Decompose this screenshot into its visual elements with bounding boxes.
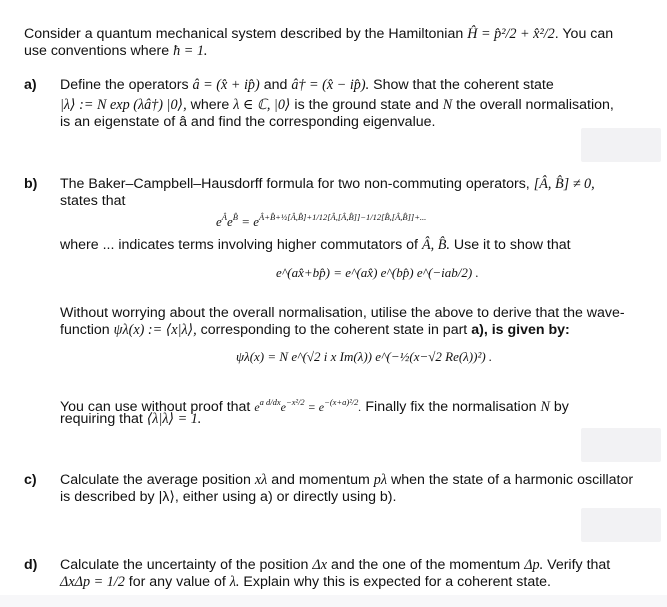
answer-box-b: [581, 428, 661, 462]
uncertainty-relation: ΔxΔp = 1/2: [60, 574, 125, 590]
answer-box-c: [581, 508, 661, 542]
answer-box-a: [581, 128, 661, 162]
hint-identity: $e^{a d/dx}e^{-x^2/2} = e^{-(x+a)^2/2}$.: [254, 397, 362, 414]
part-b-label: b): [24, 176, 38, 192]
normalisation-symbol: N: [442, 97, 453, 113]
part-a-label: a): [24, 77, 37, 93]
part-a-line-2: |λ⟩ := N exp (λâ†) |0⟩, where λ ∈ ℂ, |0⟩ is the ground state and N the overall normalisation,: [60, 97, 614, 113]
normalisation-condition: ⟨λ|λ⟩ = 1.: [146, 411, 202, 427]
bch-formula: $e^Âe^{B̂} = e^{Â+B̂+\frac{1}{2}[Â,B̂]+1/12[Â,[Â,B̂]]-1/12[B̂,[Â,B̂]]+...}$: [216, 212, 427, 229]
operators-ab: Â, B̂.: [421, 237, 450, 253]
lambda-condition: λ ∈ ℂ, |0⟩: [233, 97, 291, 113]
hbar-convention: ħ = 1.: [173, 43, 208, 59]
part-a-line-3: is an eigenstate of â and find the corresponding eigenvalue.: [60, 114, 436, 130]
part-a-line-1: Define the operators â = (x̂ + ip̂) and â† = (x̂ − ip̂). Show that the coherent state: [60, 77, 554, 93]
avg-position: xλ: [254, 472, 268, 488]
intro-line-1: Consider a quantum mechanical system described by the Hamiltonian Ĥ = p̂²/2 + x̂²/2. You can: [24, 26, 614, 42]
part-b-line-1: The Baker–Campbell–Hausdorff formula for two non-commuting operators, [Â, B̂] ≠ 0,: [60, 176, 595, 192]
part-d-line-1: Calculate the uncertainty of the position Δx and the one of the momentum Δp. Verify that: [60, 557, 611, 573]
coherent-state-def: |λ⟩ := N exp (λâ†) |0⟩,: [60, 97, 187, 113]
part-b-without-2: function ψλ(x) := ⟨x|λ⟩, corresponding to the coherent state in part a), is given by:: [60, 322, 570, 338]
part-b-where: where ... indicates terms involving higher commutators of Â, B̂. Use it to show that: [60, 237, 571, 253]
wavefunction-def: ψλ(x) := ⟨x|λ⟩,: [113, 322, 197, 338]
exponential-identity: e^(ax̂+bp̂) = e^(ax̂) e^(bp̂) e^(−iab/2) .: [276, 265, 479, 280]
part-b-without-1: Without worrying about the overall normalisation, utilise the above to derive that the wave-: [60, 305, 625, 321]
operator-a-dagger: â† = (x̂ − ip̂).: [291, 77, 370, 93]
hamiltonian-formula: Ĥ = p̂²/2 + x̂²/2: [467, 26, 555, 42]
part-d-label: d): [24, 557, 38, 573]
part-c-line-1: Calculate the average position xλ and momentum pλ when the state of a harmonic oscillator: [60, 472, 634, 488]
part-b-line-2: states that: [60, 193, 126, 209]
operator-a: â = (x̂ + ip̂): [192, 77, 260, 93]
part-d-line-2: ΔxΔp = 1/2 for any value of λ. Explain why this is expected for a coherent state.: [60, 574, 551, 590]
part-c-line-2: is described by |λ⟩, either using a) or directly using b).: [60, 489, 397, 505]
wavefunction-formula: ψλ(x) = N e^(√2 i x Im(λ)) e^(−½(x−√2 Re(λ))²) .: [236, 349, 493, 364]
part-b-hint-1: You can use without proof that $e^{a d/dx}e^{-x^2/2} = e^{-(x+a)^2/2}$. Finally fix the normalisation N by: [60, 397, 569, 415]
bottom-band: [0, 595, 667, 607]
commutator: [Â, B̂] ≠ 0,: [533, 176, 595, 192]
intro-line-2: use conventions where ħ = 1.: [24, 43, 208, 59]
part-b-hint-2: requiring that ⟨λ|λ⟩ = 1.: [60, 411, 202, 427]
lambda-symbol: λ.: [229, 574, 240, 590]
delta-p: Δp.: [524, 557, 544, 573]
delta-x: Δx: [312, 557, 328, 573]
avg-momentum: pλ: [373, 472, 388, 488]
part-c-label: c): [24, 472, 37, 488]
